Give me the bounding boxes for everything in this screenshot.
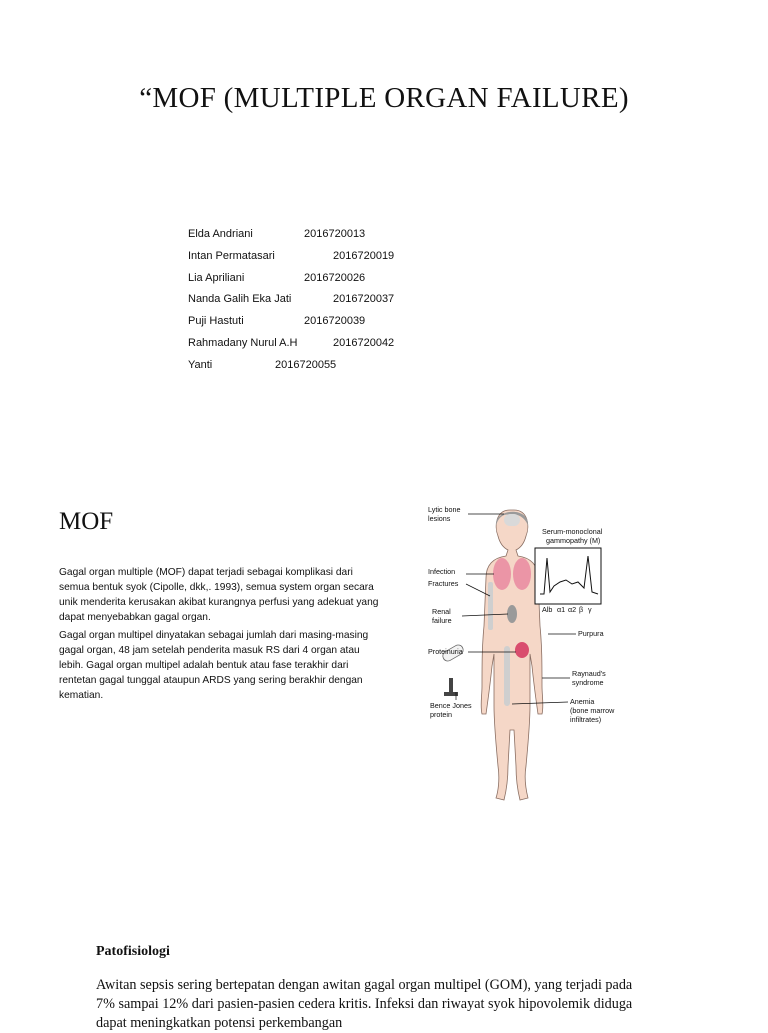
label-bence-jones: protein [430, 710, 452, 719]
label-anemia: Anemia [570, 697, 595, 706]
skull-highlight [504, 514, 520, 526]
kidney [507, 605, 517, 623]
label-proteinuria: Proteinuria [428, 647, 463, 656]
member-name: Yanti [188, 358, 213, 371]
stand-rod [449, 678, 453, 692]
paragraph: Gagal organ multipel dinyatakan sebagai jumlah dari masing-masing gagal organ, 48 jam setelah penderita masuk RS dari 4 organ atau lebih. Gagal organ multipel adalah bentuk atau fase terakhir dari rentetan gagal tunggal ataupun ARDS yang sering berakhir dengan kematian. [59, 630, 369, 701]
section-heading: MOF [59, 508, 114, 535]
lung-left [493, 558, 511, 590]
label-infection: Infection [428, 567, 456, 576]
label-bence-jones: Bence Jones [430, 701, 472, 710]
label-raynaud: syndrome [572, 678, 604, 687]
femur-bone [504, 646, 510, 706]
patofisiologi-paragraph: Awitan sepsis sering bertepatan dengan awitan gagal organ multipel (GOM), yang terjadi pada 7% sampai 12% dari pasien-pasien cedera kritis. Infeksi dan riwayat syok hipovolemik diduga dapat meningkatkan potensi perkembangan [96, 977, 633, 1031]
label-serum: gammopathy (M) [546, 536, 601, 545]
member-name: Nanda Galih Eka Jati [188, 293, 292, 306]
member-id: 2016720039 [304, 315, 366, 328]
label-raynaud: Raynaud's [572, 669, 606, 678]
member-name: Elda Andriani [188, 228, 253, 240]
label-lytic-bone: lesions [428, 514, 451, 523]
label-serum: Serum-monoclonal [542, 527, 603, 536]
arm-bone [488, 582, 493, 630]
graph-axis-label: γ [588, 605, 592, 614]
lung-right [513, 558, 531, 590]
member-name: Rahmadany Nurul A.H [188, 336, 298, 349]
patofisiologi-heading: Patofisiologi [96, 944, 170, 959]
graph-axis-label: β [579, 605, 584, 614]
graph-axis-label: Alb [542, 605, 553, 614]
graph-axis-label: α1 [557, 605, 566, 614]
body-diagram-figure [420, 496, 620, 808]
body-silhouette [481, 510, 543, 800]
graph-axis-label: α2 [568, 605, 577, 614]
document-title: “MOF (MULTIPLE ORGAN FAILURE) [139, 82, 629, 114]
member-name: Lia Apriliani [188, 271, 245, 284]
paragraph: Gagal organ multiple (MOF) dapat terjadi sebagai komplikasi dari semua bentuk syok (Cipolle, dkk,. 1993), semua system organ secara unik menderita kerusakan akibat kurangnya perfusi yang adekuat yang dapat menyebabkan gagal organ. [59, 567, 379, 623]
label-anemia: (bone marrow [570, 706, 615, 715]
member-id: 2016720042 [333, 336, 395, 349]
label-purpura: Purpura [578, 629, 604, 638]
label-anemia: infiltrates) [570, 715, 602, 724]
bladder [515, 642, 529, 658]
electrophoresis-graph [535, 548, 601, 604]
member-name: Intan Permatasari [188, 249, 275, 262]
label-lytic-bone: Lytic bone [428, 505, 461, 514]
label-fractures: Fractures [428, 579, 459, 588]
member-id: 2016720037 [333, 293, 395, 306]
member-id: 2016720026 [304, 271, 366, 284]
label-renal: failure [432, 616, 452, 625]
label-renal: Renal [432, 607, 451, 616]
member-id: 2016720055 [275, 358, 337, 371]
member-id: 2016720013 [304, 228, 366, 240]
member-id: 2016720019 [333, 249, 395, 262]
member-name: Puji Hastuti [188, 315, 244, 328]
